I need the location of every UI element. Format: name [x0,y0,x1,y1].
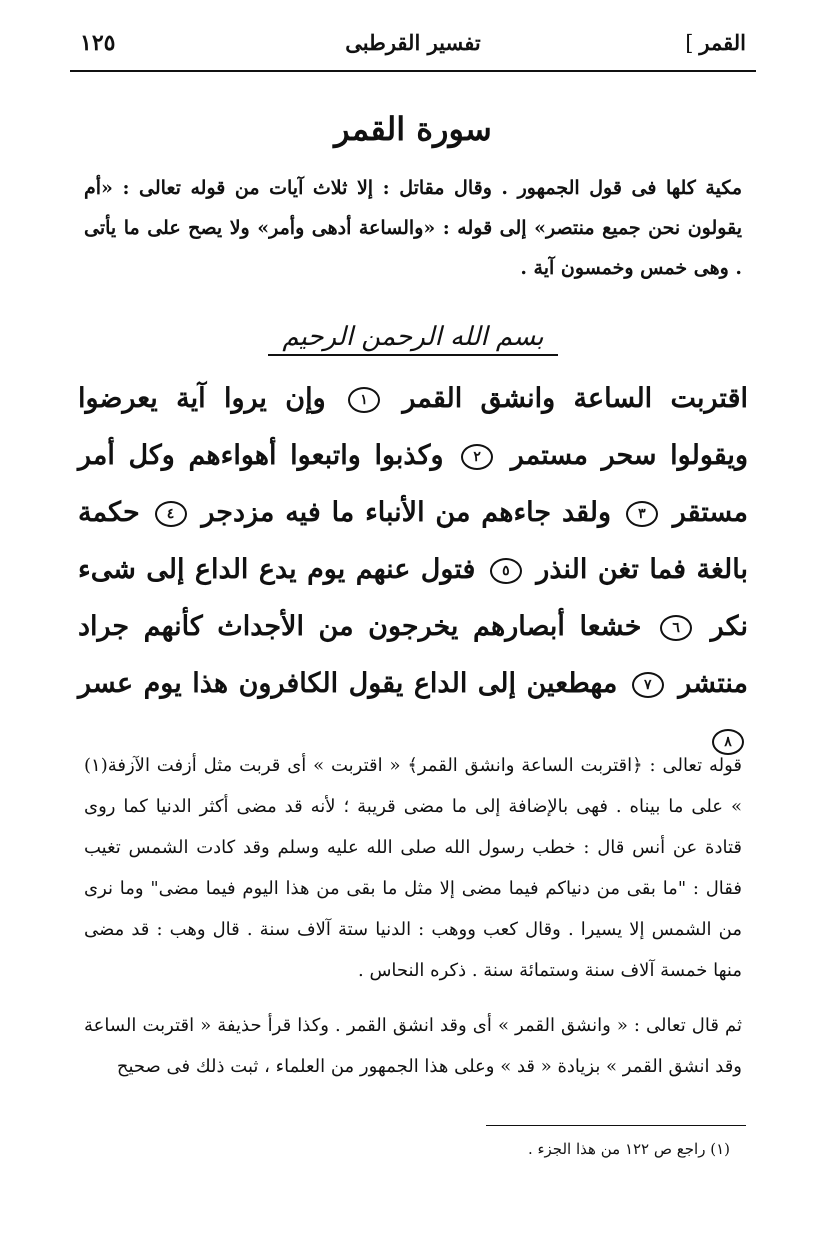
verse-text: حكمة بالغة فما تغن النذر [78,497,748,585]
ayah-number-marker: ٣ [626,501,658,527]
footnote: (١) راجع ص ١٢٢ من هذا الجزء . [527,1140,730,1158]
verse-text: اقتربت الساعة وانشق القمر [383,383,748,414]
ayah-number-marker: ٦ [660,615,692,641]
ayah-number-marker: ٤ [155,501,187,527]
verse-text: مهطعين إلى الداع يقول الكافرون هذا يوم عسر [78,668,618,699]
commentary-paragraph: قوله تعالى : ﴿اقتربت الساعة وانشق القمر﴾ « اقتربت » أى قربت مثل أزفت الآزفة(١) » على ما بيناه . فهى بالإضافة إلى ما مضى قريبة ؛ لأنه قد مضى أكثر الدنيا كما روى قتادة عن أنس قال : خطب رسول الله صلى الله عليه وسلم وقد كادت الشمس تغيب فقال : "ما بقى من دنياكم فيما مضى إلا مثل ما بقى من هذا اليوم فيما مضى" وما نرى من الشمس إلا يسيرا . وقال كعب ووهب : الدنيا ستة آلاف سنة . قال وهب : قد مضى منها خمسة آلاف سنة وستمائة سنة . ذكره النحاس . [84,755,742,981]
ayah-number-marker: ٢ [461,444,493,470]
book-title: تفسير القرطبى [345,30,481,55]
surah-title: سورة القمر [334,110,492,148]
basmala-text: بسم الله الرحمن الرحيم [268,322,557,356]
verse-text: وإن يروا آية يعرضوا ويقولوا سحر مستمر [78,383,748,471]
running-header [70,24,756,72]
basmala [0,322,826,352]
ayah-number-marker: ٧ [632,672,664,698]
commentary-paragraph: ثم قال تعالى : « وانشق القمر » أى وقد انشق القمر . وكذا قرأ حذيفة « اقتربت الساعة وقد انشق القمر » بزيادة « قد » وعلى هذا الجمهور من العلماء ، ثبت ذلك فى صحيح [84,1015,742,1077]
page-number: ١٢٥ [80,30,116,56]
header-bracket: ] [685,31,694,55]
ayah-number-marker: ٨ [712,729,744,755]
quran-verses [78,370,748,769]
surah-name-label: القمر [699,30,746,55]
ayah-number-marker: ١ [348,387,380,413]
footnote-divider [486,1125,746,1126]
verse-text: ولقد جاءهم من الأنباء ما فيه مزدجر [190,497,612,528]
verse-text: وكذبوا واتبعوا أهواءهم وكل أمر مستقر [78,440,748,528]
commentary [84,745,742,1087]
surah-intro: مكية كلها فى قول الجمهور . وقال مقاتل : إلا ثلاث آيات من قوله تعالى : «أم يقولون نحن جميع منتصر» إلى قوله : «والساعة أدهى وأمر» ولا يصح على ما يأتى . وهى خمس وخمسون آية . [84,177,742,279]
verse-text: فتول عنهم يوم يدع الداع إلى شىء نكر [78,554,748,642]
verse-text: خشعا أبصارهم يخرجون من الأجداث كأنهم جراد منتشر [78,611,748,699]
ayah-number-marker: ٥ [490,558,522,584]
